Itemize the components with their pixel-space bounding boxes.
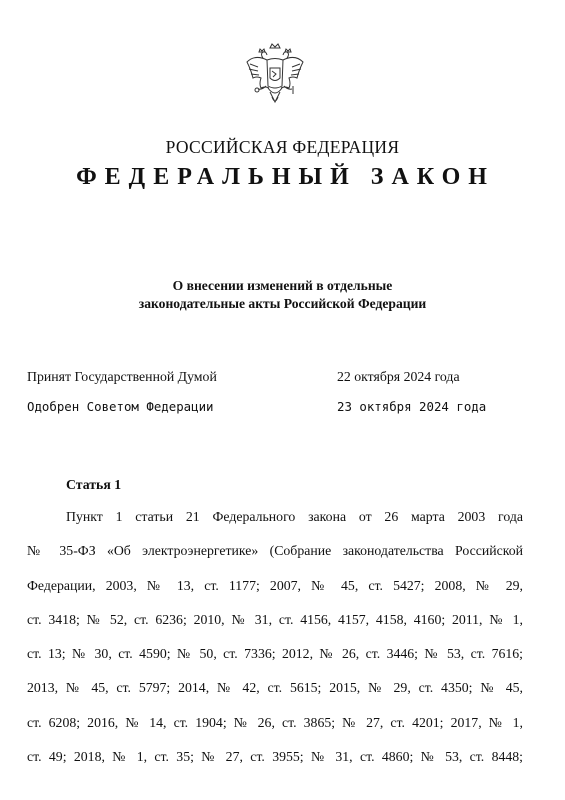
approved-by-council-date: 23 октября 2024 года <box>337 399 487 414</box>
article-title: Статья 1 <box>66 477 122 492</box>
paragraph-line: ст. 3418; № 52, ст. 6236; 2010, № 31, ст. 4156, 4157, 4158, 4160; 2011, № 1, <box>27 611 523 627</box>
paragraph-line: Федерации, 2003, № 13, ст. 1177; 2007, № 45, ст. 5427; 2008, № 29, <box>27 577 523 593</box>
paragraph-line: № 35-ФЗ «Об электроэнергетике» (Собрание законодательства Российской <box>27 543 523 559</box>
paragraph-line: 2013, № 45, ст. 5797; 2014, № 42, ст. 5615; 2015, № 29, ст. 4350; № 45, <box>27 680 523 696</box>
document-type-title: ФЕДЕРАЛЬНЫЙ ЗАКОН <box>76 164 495 190</box>
country-title: РОССИЙСКАЯ ФЕДЕРАЦИЯ <box>165 137 400 157</box>
law-subject <box>0 277 565 313</box>
adopted-by-duma-date: 22 октября 2024 года <box>337 369 460 384</box>
paragraph-line: ст. 49; 2018, № 1, ст. 35; № 27, ст. 3955; № 31, ст. 4860; № 53, ст. 8448; <box>27 749 523 765</box>
paragraph-line: ст. 13; № 30, ст. 4590; № 50, ст. 7336; 2012, № 26, ст. 3446; № 53, ст. 7616; <box>27 646 523 662</box>
law-subject-line-2: законодательные акты Российской Федерации <box>138 296 427 311</box>
paragraph-line: Пункт 1 статьи 21 Федерального закона от 26 марта 2003 года <box>66 509 523 524</box>
law-subject-line-1: О внесении изменений в отдельные <box>172 278 393 293</box>
coat-of-arms-emblem <box>244 42 306 112</box>
approved-by-council-label: Одобрен Советом Федерации <box>27 399 214 414</box>
adopted-by-duma-label: Принят Государственной Думой <box>27 369 217 384</box>
paragraph-line: ст. 6208; 2016, № 14, ст. 1904; № 26, ст. 3865; № 27, ст. 4201; 2017, № 1, <box>27 714 523 730</box>
article-paragraph <box>27 507 523 781</box>
